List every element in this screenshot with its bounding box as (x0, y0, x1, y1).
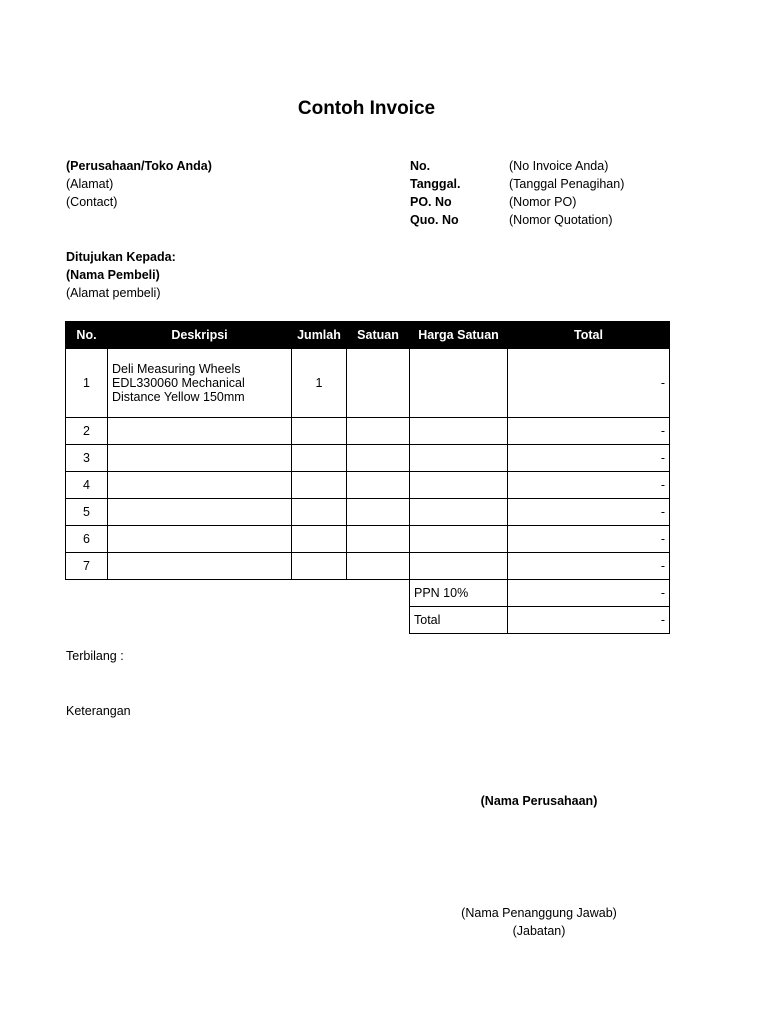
signature-position: (Jabatan) (512, 924, 566, 938)
invoice-title: Contoh Invoice (297, 98, 436, 119)
row-unit-price (410, 445, 508, 472)
header-description: Deskripsi (108, 322, 292, 349)
table-row (66, 349, 670, 418)
invoice-no-label: No. (410, 159, 431, 173)
row-description (108, 553, 292, 580)
grand-total-label: Total (410, 607, 508, 634)
signature-person: (Nama Penanggung Jawab) (461, 906, 617, 920)
quo-no-label: Quo. No (410, 213, 459, 227)
signature-company: (Nama Perusahaan) (480, 794, 598, 808)
ppn-row (66, 580, 670, 607)
grand-total-row (66, 607, 670, 634)
table-row (66, 472, 670, 499)
keterangan-label: Keterangan (66, 704, 131, 718)
terbilang-label: Terbilang : (66, 649, 124, 663)
row-unit (347, 526, 410, 553)
row-total: - (508, 526, 670, 553)
row-total: - (508, 472, 670, 499)
row-description (108, 445, 292, 472)
table-header-row (66, 322, 670, 349)
ppn-row-spacer (66, 580, 410, 607)
row-quantity (292, 445, 347, 472)
row-quantity: 1 (292, 349, 347, 418)
invoice-date-value: (Tanggal Penagihan) (509, 177, 625, 191)
table-row (66, 553, 670, 580)
row-no: 1 (66, 349, 108, 418)
header-no: No. (66, 322, 108, 349)
row-unit (347, 349, 410, 418)
grand-total-value: - (508, 607, 670, 634)
total-row-spacer (66, 607, 410, 634)
seller-contact: (Contact) (66, 195, 118, 209)
po-no-value: (Nomor PO) (509, 195, 577, 209)
row-unit (347, 472, 410, 499)
row-quantity (292, 526, 347, 553)
row-quantity (292, 499, 347, 526)
row-no: 3 (66, 445, 108, 472)
row-description (108, 472, 292, 499)
recipient-heading: Ditujukan Kepada: (66, 250, 176, 264)
quo-no-value: (Nomor Quotation) (509, 213, 613, 227)
header-quantity: Jumlah (292, 322, 347, 349)
row-total: - (508, 499, 670, 526)
row-no: 2 (66, 418, 108, 445)
invoice-no-value: (No Invoice Anda) (509, 159, 609, 173)
row-unit (347, 499, 410, 526)
row-quantity (292, 418, 347, 445)
row-unit-price (410, 553, 508, 580)
row-quantity (292, 553, 347, 580)
ppn-label: PPN 10% (410, 580, 508, 607)
row-unit-price (410, 418, 508, 445)
seller-address: (Alamat) (66, 177, 114, 191)
table-row (66, 526, 670, 553)
row-total: - (508, 445, 670, 472)
row-total: - (508, 349, 670, 418)
row-total: - (508, 553, 670, 580)
row-no: 7 (66, 553, 108, 580)
header-unit-price: Harga Satuan (410, 322, 508, 349)
header-unit: Satuan (347, 322, 410, 349)
row-total: - (508, 418, 670, 445)
seller-name: (Perusahaan/Toko Anda) (66, 159, 212, 173)
row-description: Deli Measuring Wheels EDL330060 Mechanical Distance Yellow 150mm (108, 349, 292, 418)
header-total: Total (508, 322, 670, 349)
table-row (66, 418, 670, 445)
row-unit (347, 445, 410, 472)
row-no: 4 (66, 472, 108, 499)
row-description (108, 499, 292, 526)
table-row (66, 445, 670, 472)
recipient-address: (Alamat pembeli) (66, 286, 161, 300)
row-no: 5 (66, 499, 108, 526)
row-unit (347, 418, 410, 445)
recipient-name: (Nama Pembeli) (66, 268, 160, 282)
row-unit-price (410, 349, 508, 418)
ppn-value: - (508, 580, 670, 607)
po-no-label: PO. No (410, 195, 452, 209)
row-description (108, 526, 292, 553)
row-description (108, 418, 292, 445)
row-unit-price (410, 526, 508, 553)
items-table (65, 321, 670, 634)
row-no: 6 (66, 526, 108, 553)
row-unit (347, 553, 410, 580)
invoice-date-label: Tanggal. (410, 177, 461, 191)
row-unit-price (410, 499, 508, 526)
row-unit-price (410, 472, 508, 499)
row-quantity (292, 472, 347, 499)
table-row (66, 499, 670, 526)
